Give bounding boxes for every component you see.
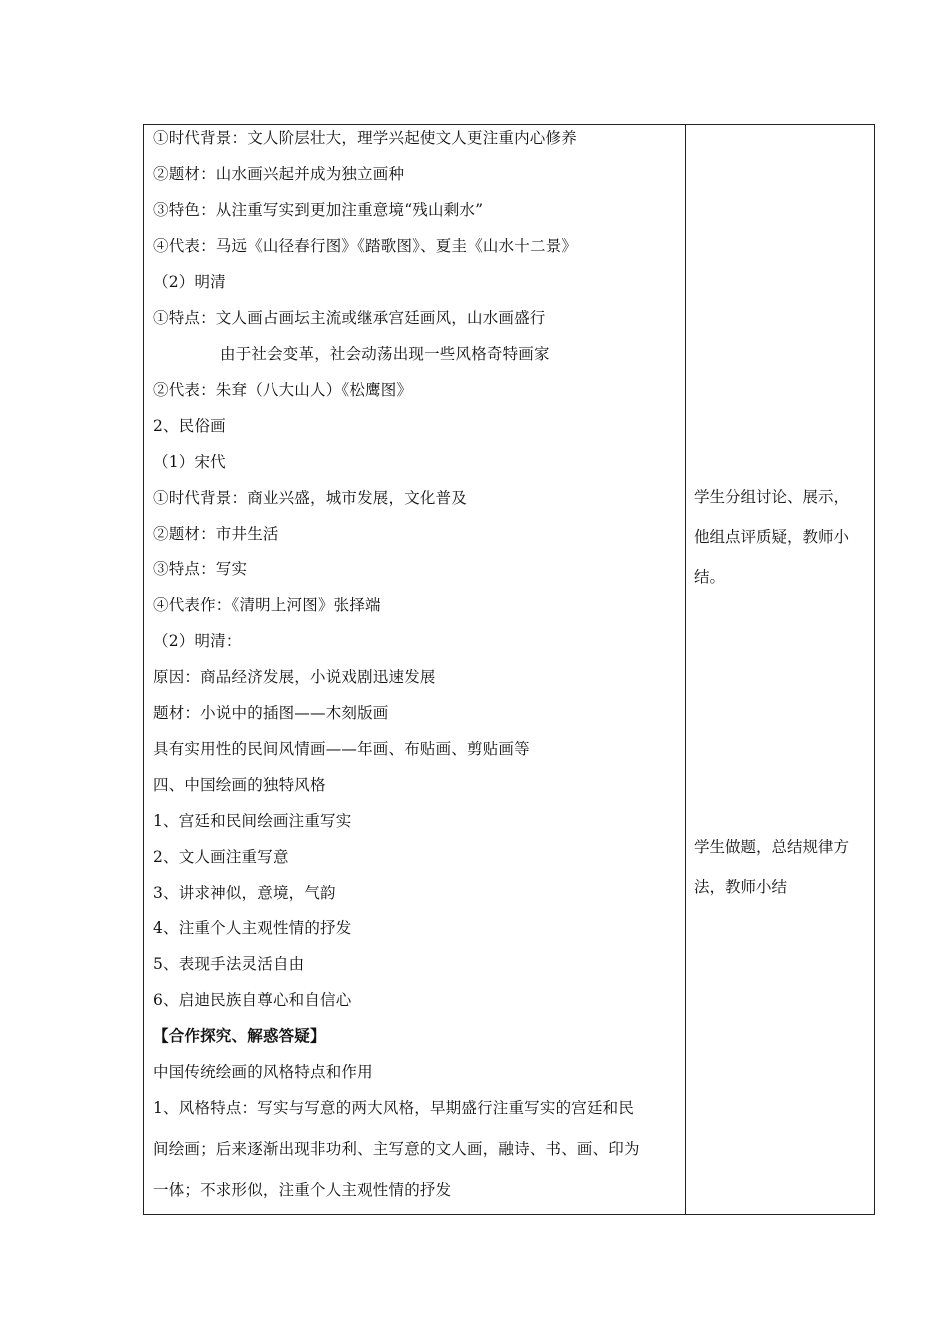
content-line: 一体；不求形似，注重个人主观性情的抒发: [153, 1181, 452, 1199]
content-line: 6、启迪民族自尊心和自信心: [153, 991, 352, 1009]
content-line: ②代表：朱耷（八大山人）《松鹰图》: [153, 381, 413, 399]
content-line: 2、文人画注重写意: [153, 848, 289, 866]
content-line: ④代表：马远《山径春行图》《踏歌图》、夏圭《山水十二景》: [153, 237, 578, 255]
content-line: 原因：商品经济发展，小说戏剧迅速发展: [153, 668, 436, 686]
content-column: [144, 125, 685, 1214]
activity-column: [686, 125, 874, 1214]
content-line: （1）宋代: [153, 453, 226, 471]
content-line: 题材：小说中的插图——木刻版画: [153, 704, 389, 722]
section-heading: 【合作探究、解惑答疑】: [153, 1026, 326, 1045]
content-line: 由于社会变革，社会动荡出现一些风格奇特画家: [220, 345, 550, 363]
content-line: 具有实用性的民间风情画——年画、布贴画、剪贴画等: [153, 740, 530, 758]
activity-note-line: 结。: [694, 568, 726, 586]
content-line: 5、表现手法灵活自由: [153, 955, 305, 973]
content-line: ①时代背景：文人阶层壮大，理学兴起使文人更注重内心修养: [153, 129, 577, 147]
content-line: 3、讲求神似，意境，气韵: [153, 884, 336, 902]
content-line: ③特色：从注重写实到更加注重意境“残山剩水”: [153, 201, 484, 219]
content-line: ④代表作：《清明上河图》张择端: [153, 596, 381, 614]
content-line: 四、中国绘画的独特风格: [153, 776, 326, 794]
activity-note-line: 他组点评质疑，教师小: [694, 528, 850, 546]
activity-note-line: 法，教师小结: [694, 878, 788, 896]
content-line: ①时代背景：商业兴盛，城市发展，文化普及: [153, 489, 468, 507]
content-line: 1、风格特点：写实与写意的两大风格，早期盛行注重写实的宫廷和民: [153, 1099, 635, 1117]
activity-note-line: 学生分组讨论、展示，: [694, 488, 850, 506]
lesson-table: [143, 124, 875, 1215]
content-line: 中国传统绘画的风格特点和作用: [153, 1063, 373, 1081]
content-line: 2、民俗画: [153, 417, 226, 435]
content-line: ③特点：写实: [153, 560, 248, 578]
content-line: ②题材：市井生活: [153, 525, 279, 543]
content-line: （2）明清: [153, 273, 226, 291]
activity-note-line: 学生做题，总结规律方: [694, 838, 850, 856]
content-line: ②题材：山水画兴起并成为独立画种: [153, 165, 405, 183]
content-line: ①特点：文人画占画坛主流或继承宫廷画风，山水画盛行: [153, 309, 546, 327]
content-line: （2）明清：: [153, 632, 242, 650]
content-line: 4、注重个人主观性情的抒发: [153, 919, 352, 937]
content-line: 间绘画；后来逐渐出现非功利、主写意的文人画，融诗、书、画、印为: [153, 1140, 640, 1158]
content-line: 1、宫廷和民间绘画注重写实: [153, 812, 352, 830]
